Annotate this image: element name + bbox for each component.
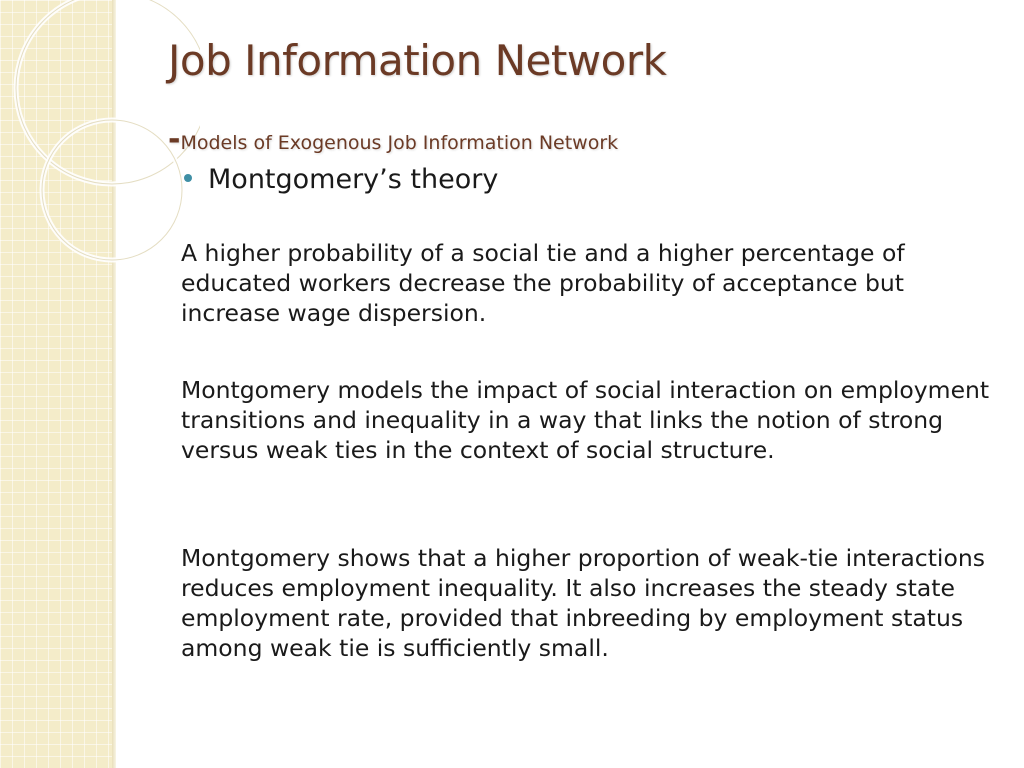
subtitle-text: Models of Exogenous Job Information Network	[180, 132, 619, 154]
slide-title: Job Information Network	[168, 36, 667, 85]
bullet-item	[184, 164, 498, 195]
paragraph-weak-ties: Montgomery shows that a higher proportion of weak-tie interactions reduces employment inequality. It also increases the steady state employment rate, provided that inbreeding by employment status among weak tie is sufficiently small.	[181, 544, 985, 662]
slide-subtitle	[168, 122, 618, 157]
subtitle-dash: -	[168, 122, 181, 157]
bullet-dot-icon	[184, 174, 192, 182]
bullet-text: Montgomery’s theory	[208, 164, 499, 195]
paragraph-social-interaction: Montgomery models the impact of social interaction on employment transitions and inequality in a way that links the notion of strong versus weak ties in the context of social structure.	[181, 376, 990, 464]
paragraph-acceptance: A higher probability of a social tie and a higher percentage of educated workers decrease the probability of acceptance but increase wage dispersion.	[181, 239, 905, 327]
